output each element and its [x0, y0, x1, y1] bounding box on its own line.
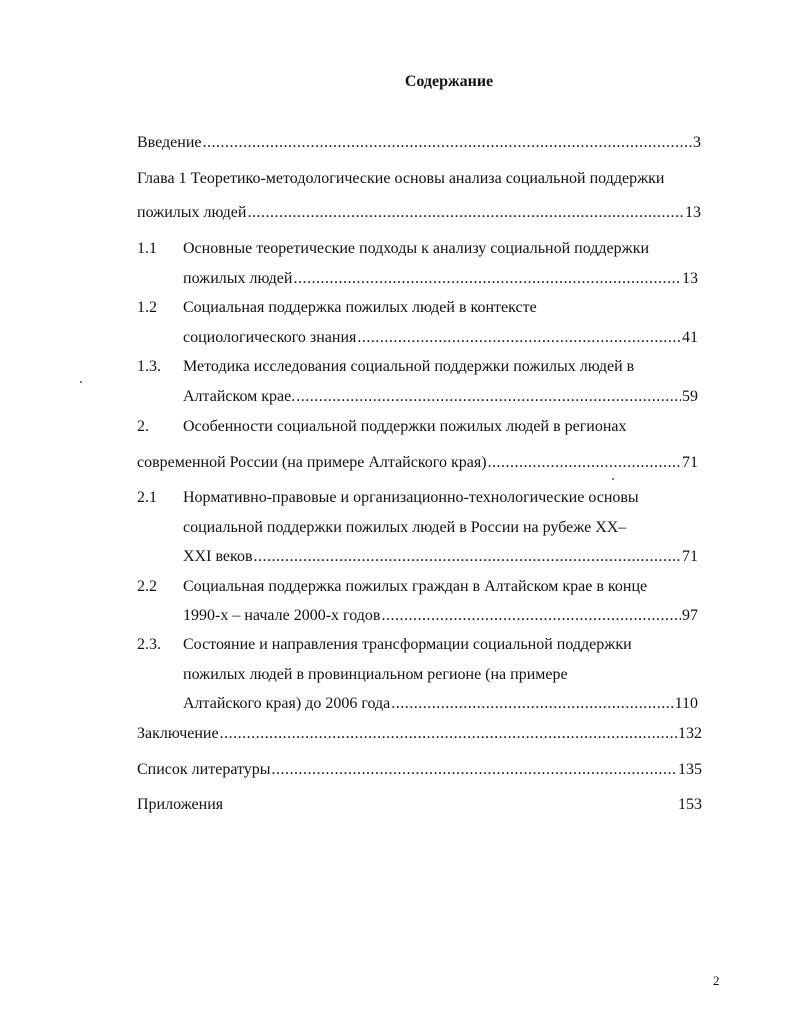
dot-leader [272, 760, 677, 780]
toc-section-number: 2. [137, 418, 149, 435]
dot-leader [381, 606, 681, 626]
toc-entry-1-2-cont: социологического знания ..... 41 [183, 328, 698, 348]
dot-leader [220, 724, 677, 744]
toc-page-number: 3 [693, 134, 701, 151]
toc-entry-chapter-1: Глава 1 Теоретико-методологические основы анализа социальной поддержки [137, 170, 665, 187]
toc-entry-2-3-cont: пожилых людей в провинциальном регионе (на примере [183, 666, 568, 683]
toc-entry-2-1-cont: социальной поддержки пожилых людей в России на рубеже XX– [183, 519, 627, 536]
toc-entry-2-2-cont: 1990-х – начале 2000-х годов ..... 97 [183, 606, 698, 626]
toc-entry-appendices: Приложения 153 [137, 796, 702, 813]
dot-leader [203, 133, 693, 153]
toc-section-number: 1.3. [137, 358, 161, 375]
toc-page-number: 13 [682, 270, 698, 287]
dot-leader [391, 694, 673, 714]
toc-entry-2-3: Состояние и направления трансформации социальной поддержки [183, 636, 632, 653]
page-title: Содержание [404, 73, 494, 90]
toc-page-number: 153 [678, 796, 702, 813]
toc-entry-bibliography: Список литературы ..... 135 [137, 760, 702, 780]
dot-leader [293, 269, 681, 289]
toc-entry-1-1-cont: пожилых людей ..... 13 [183, 269, 698, 289]
toc-entry-introduction: Введение ..... 3 [137, 133, 701, 153]
toc-page-number: 132 [678, 725, 702, 742]
toc-entry-chapter-1-cont: пожилых людей ..... 13 [137, 203, 701, 223]
toc-page-number: 110 [674, 695, 698, 712]
toc-entry-1-1: Основные теоретические подходы к анализу социальной поддержки [183, 240, 650, 257]
dot-leader [488, 453, 681, 473]
toc-entry-conclusion: Заключение ..... 132 [137, 724, 702, 744]
page-number: 2 [713, 973, 720, 988]
toc-entry-2-1: Нормативно-правовые и организационно-технологические основы [183, 489, 639, 506]
dot-leader [254, 547, 681, 567]
toc-section-number: 2.2 [137, 578, 157, 595]
dot-leader [296, 387, 681, 407]
toc-page-number: 71 [682, 548, 698, 565]
toc-page-number: 97 [682, 607, 698, 624]
dot-leader [247, 203, 684, 223]
toc-section-number: 2.3. [137, 636, 161, 653]
toc-section-number: 2.1 [137, 489, 157, 506]
toc-entry-1-2: Социальная поддержка пожилых людей в контексте [183, 299, 537, 316]
toc-section-number: 1.1 [137, 240, 157, 257]
toc-page-number: 41 [682, 329, 698, 346]
toc-entry-2-3-cont2: Алтайского края) до 2006 года ..... 110 [183, 694, 698, 714]
toc-entry-1-3-cont: Алтайском крае. ..... 59 [183, 387, 698, 407]
toc-page-number: 13 [685, 204, 701, 221]
toc-page-number: 59 [682, 388, 698, 405]
toc-page-number: 135 [678, 761, 702, 778]
toc-entry-2-1-cont2: XXI веков ..... 71 [183, 547, 698, 567]
dot-leader [357, 328, 681, 348]
toc-section-number: 1.2 [137, 299, 157, 316]
scan-speck [612, 478, 614, 480]
toc-entry-1-3: Методика исследования социальной поддержки пожилых людей в [183, 358, 635, 375]
toc-page-number: 71 [682, 454, 698, 471]
toc-entry-chapter-2: Особенности социальной поддержки пожилых людей в регионах [183, 418, 627, 435]
scan-speck [80, 381, 82, 383]
toc-entry-chapter-2-cont: современной России (на примере Алтайского края) ..... 71 [137, 453, 698, 473]
toc-entry-2-2: Социальная поддержка пожилых граждан в Алтайском крае в конце [183, 578, 648, 595]
